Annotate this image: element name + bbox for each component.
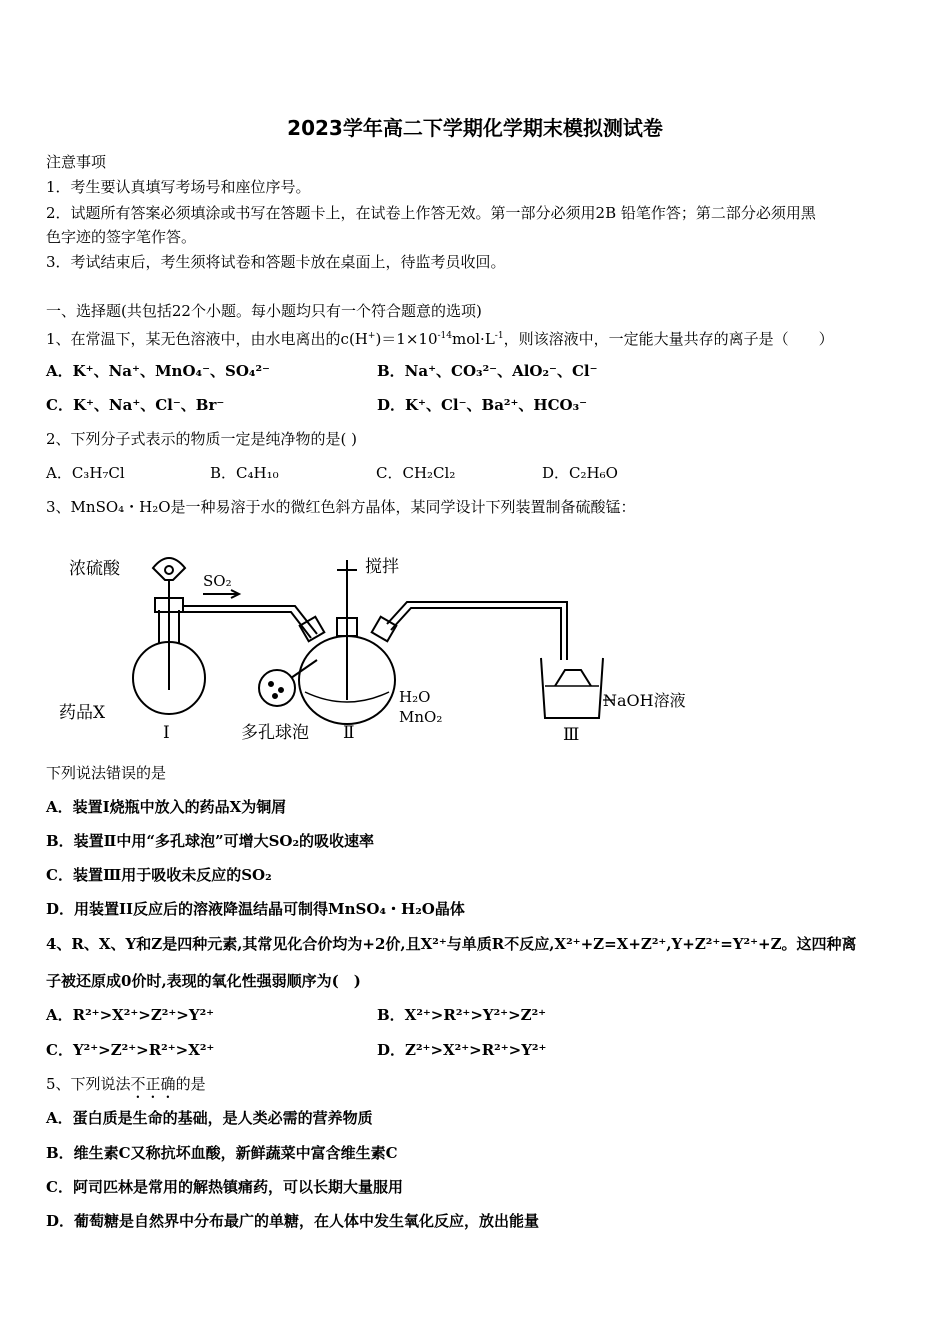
notice-heading: 注意事项: [46, 153, 107, 171]
label-iii: Ⅲ: [563, 725, 580, 745]
label-drug-x: 药品X: [59, 703, 106, 723]
q4-option-a[interactable]: A．R²⁺>X²⁺>Z²⁺>Y²⁺: [46, 1006, 215, 1024]
q1-stem-d: ，则该溶液中，一定能大量共存的离子是（ ）: [503, 330, 834, 348]
apparatus-diagram: [55, 540, 715, 750]
q3-option-c[interactable]: C．装置Ⅲ用于吸收未反应的SO₂: [46, 866, 272, 884]
q3-prompt: 下列说法错误的是: [46, 764, 167, 782]
q3-option-a[interactable]: A．装置Ⅰ烧瓶中放入的药品X为铜屑: [46, 798, 287, 816]
notice-item-2: 2．试题所有答案必须填涂或书写在答题卡上，在试卷上作答无效。第一部分必须用2B 铅笔作答；第二部分必须用黑: [46, 204, 816, 222]
q4-option-b[interactable]: B．X²⁺>R²⁺>Y²⁺>Z²⁺: [377, 1006, 547, 1024]
q4-option-d[interactable]: D．Z²⁺>X²⁺>R²⁺>Y²⁺: [377, 1041, 547, 1059]
label-stir: 搅拌: [365, 557, 399, 577]
page-title: 2023学年高二下学期化学期末模拟测试卷: [287, 116, 663, 140]
q1-option-b[interactable]: B．Na⁺、CO₃²⁻、AlO₂⁻、Cl⁻: [377, 362, 598, 380]
q1-stem-a: 1、在常温下，某无色溶液中，由水电离出的c(H: [46, 330, 368, 348]
q2-option-b[interactable]: B．C₄H₁₀: [210, 464, 279, 482]
label-i: Ⅰ: [163, 723, 170, 743]
q3-option-b[interactable]: B．装置Ⅱ中用“多孔球泡”可增大SO₂的吸收速率: [46, 832, 375, 850]
notice-item-2-cont: 色字迹的签字笔作答。: [46, 228, 197, 246]
q4-option-c[interactable]: C．Y²⁺>Z²⁺>R²⁺>X²⁺: [46, 1041, 215, 1059]
q3-stem: 3、MnSO₄・H₂O是一种易溶于水的微红色斜方晶体，某同学设计下列装置制备硫酸锰：: [46, 498, 636, 516]
label-h2o: H₂O: [399, 688, 431, 706]
q1-option-c[interactable]: C．K⁺、Na⁺、Cl⁻、Br⁻: [46, 396, 225, 414]
q1-stem-exp2: -1: [494, 331, 504, 341]
q2-option-d[interactable]: D．C₂H₆O: [542, 464, 618, 482]
q2-option-a[interactable]: A．C₃H₇Cl: [46, 464, 125, 482]
q5-stem-c: 的是: [175, 1075, 206, 1093]
q2-stem: 2、下列分子式表示的物质一定是纯净物的是( ): [46, 430, 358, 448]
q4-stem-line1: 4、R、X、Y和Z是四种元素,其常见化合价均为+2价,且X²⁺与单质R不反应,X²⁺+Z=X+Z²⁺,Y+Z²⁺=Y²⁺+Z。这四种离: [46, 935, 857, 953]
q5-option-a[interactable]: A．蛋白质是生命的基础，是人类必需的营养物质: [46, 1109, 373, 1127]
q5-stem: [46, 1074, 206, 1102]
q5-option-c[interactable]: C．阿司匹林是常用的解热镇痛药，可以长期大量服用: [46, 1178, 403, 1196]
beaker-iii: [541, 658, 603, 718]
notice-item-3: 3．考试结束后，考生须将试卷和答题卡放在桌面上，待监考员收回。: [46, 253, 506, 271]
q2-option-c[interactable]: C．CH₂Cl₂: [376, 464, 456, 482]
q1-stem-b: )＝1×10: [375, 330, 438, 348]
label-bulb: 多孔球泡: [241, 723, 309, 743]
notice-item-1: 1．考生要认真填写考场号和座位序号。: [46, 178, 311, 196]
q1-option-a[interactable]: A．K⁺、Na⁺、MnO₄⁻、SO₄²⁻: [46, 362, 270, 380]
q1-stem: 1、在常温下，某无色溶液中，由水电离出的$c(H^+)=1\times 10^{-14}mol\cdot L^{-1}$，则该溶液中，一定能大量共存的离子是（ ）: [46, 330, 834, 348]
q4-stem-line2: 子被还原成0价时,表现的氧化性强弱顺序为( ): [46, 972, 361, 990]
q1-option-d[interactable]: D．K⁺、Cl⁻、Ba²⁺、HCO₃⁻: [377, 396, 588, 414]
label-naoh: NaOH溶液: [603, 691, 686, 710]
porous-bulb: [259, 670, 295, 706]
label-mno2: MnO₂: [399, 708, 443, 726]
q3-option-d[interactable]: D．用装置II反应后的溶液降温结晶可制得MnSO₄・H₂O晶体: [46, 900, 465, 918]
q5-option-d[interactable]: D．葡萄糖是自然界中分布最广的单糖，在人体中发生氧化反应，放出能量: [46, 1212, 540, 1230]
label-so2: SO₂: [203, 572, 232, 590]
q5-stem-emphasis: 不正确: [130, 1075, 176, 1093]
q5-stem-a: 5、下列说法: [46, 1075, 131, 1093]
q1-stem-exp: -14: [437, 331, 452, 341]
q5-option-b[interactable]: B．维生素C又称抗坏血酸，新鲜蔬菜中富含维生素C: [46, 1144, 398, 1162]
q1-stem-c: mol·L: [452, 330, 495, 348]
section-heading: 一、选择题(共包括22个小题。每小题均只有一个符合题意的选项): [46, 302, 482, 320]
label-ii: Ⅱ: [343, 723, 355, 743]
label-conc-acid: 浓硫酸: [69, 559, 120, 579]
